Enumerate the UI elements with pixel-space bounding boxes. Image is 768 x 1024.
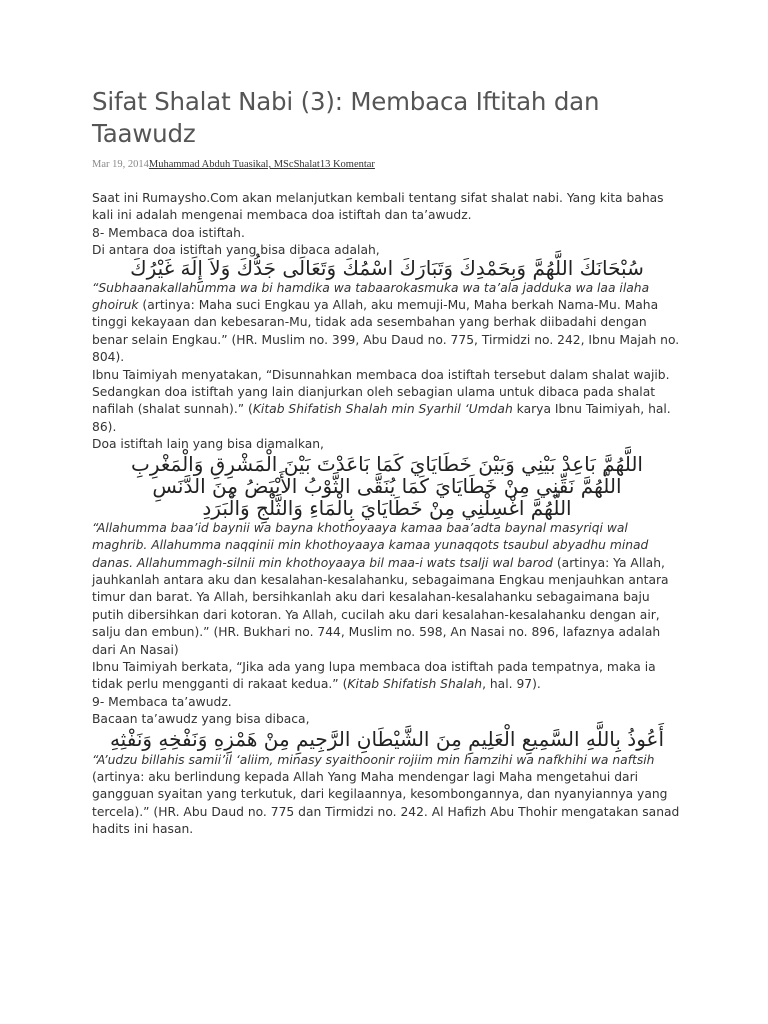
source-title: Kitab Shifatish Shalah min Syarhil ‘Umdah bbox=[252, 402, 513, 417]
arabic-dua-2-line-2: اللَّهُمَّ نَقِّنِي مِنْ خَطَايَايَ كَمَا يُنَقَّى الثَّوْبُ الأَبْيَضُ مِنَ الدَّنَسِ bbox=[152, 473, 622, 498]
paragraph: Doa istiftah lain yang bisa diamalkan, bbox=[92, 437, 324, 452]
arabic-dua-1: سُبْحَانَكَ اللَّهُمَّ وَبِحَمْدِكَ وَتَبَارَكَ اسْمُكَ وَتَعَالَى جَدُّكَ وَلاَ إِلَهَ غَيْرُكَ bbox=[130, 255, 644, 280]
category-link[interactable]: Shalat bbox=[293, 159, 320, 170]
paragraph-text: , hal. 97). bbox=[482, 677, 541, 692]
taawudz-translation bbox=[92, 752, 682, 839]
article-title: Sifat Shalat Nabi (3): Membaca Iftitah dan Taawudz bbox=[92, 87, 600, 148]
meaning: (artinya: aku berlindung kepada Allah Yang Maha mendengar lagi Maha mengetahui dari gangguan syaitan yang terkutuk, dari kegilaannya, kesombongannya, dan nyanyiannya yang tercela).” (HR. Abu Daud no. 775 dan Tirmidzi no. 242. Al Hafizh Abu Thohir mengatakan sanad hadits ini hasan. bbox=[92, 769, 680, 837]
transliteration: “Allahumma baa’id baynii wa bayna khothoyaaya kamaa baa’adta baynal masyriqi wal maghrib. Allahumma naqqinii min khothoyaaya kamaa yunaqqots tsaubul abyadhu minad danas. Allahummagh-silnii min khothoyaaya bil maa-i wats tsalji wal barod bbox=[92, 520, 649, 570]
meaning: (artinya: Maha suci Engkau ya Allah, aku memuji-Mu, Maha berkah Nama-Mu. Maha tinggi kekayaan dan kebesaran-Mu, tidak ada sesembahan yang berhak diibadahi dengan benar selain Engkau.” (HR. Muslim no. 399, Abu Daud no. 775, Tirmidzi no. 242, Ibnu Majah no. 804). bbox=[92, 298, 680, 365]
article-body bbox=[92, 190, 682, 839]
dua-1-translation bbox=[92, 280, 682, 367]
meaning: (artinya: Ya Allah, jauhkanlah antara aku dan kesalahan-kesalahanku, sebagaimana Engkau menjauhkan antara timur dan barat. Ya Allah, bersihkanlah aku dari kesalahan-kesalahanku sebagaimana baju putih dibersihkan dari kotoran. Ya Allah, cucilah aku dari kesalahan-kesalahanku dengan air, salju dan embun).” (HR. Bukhari no. 744, Muslim no. 598, An Nasai no. 896, lafaznya adalah dari An Nasai) bbox=[92, 555, 669, 657]
author-link[interactable]: Muhammad Abduh Tuasikal, MSc bbox=[148, 159, 294, 170]
arabic-taawudz: أَعُوذُ بِاللَّهِ السَّمِيعِ الْعَلِيمِ مِنَ الشَّيْطَانِ الرَّجِيمِ مِنْ هَمْزِهِ وَنَفْخِهِ وَنَفْثِهِ bbox=[109, 726, 665, 751]
paragraph-text: Ibnu Taimiyah berkata, “Jika ada yang lupa membaca doa istiftah pada tempatnya, maka ia tidak perlu mengganti di rakaat kedua.” ( bbox=[92, 659, 656, 692]
comments-link[interactable]: 13 Komentar bbox=[319, 159, 375, 170]
paragraph bbox=[92, 367, 682, 437]
paragraph: Di antara doa istiftah yang bisa dibaca adalah, bbox=[92, 243, 380, 258]
transliteration: “A’udzu billahis samii’il ‘aliim, minasy syaithoonir rojiim min hamzihi wa nafkhihi wa naftsih bbox=[92, 752, 655, 767]
paragraph: Bacaan ta’awudz yang bisa dibaca, bbox=[92, 712, 310, 727]
article-meta bbox=[92, 159, 692, 170]
arabic-dua-2-line-3: اللَّهُمَّ اغْسِلْنِي مِنْ خَطَايَايَ بِالْمَاءِ وَالثَّلْجِ وَالْبَرَدِ bbox=[202, 495, 572, 520]
source-title: Kitab Shifatish Shalah bbox=[347, 677, 483, 692]
arabic-dua-2-line-1: اللَّهُمَّ بَاعِدْ بَيْنِي وَبَيْنَ خَطَايَايَ كَمَا بَاعَدْتَ بَيْنَ الْمَشْرِقِ وَالْمَغْرِبِ bbox=[131, 451, 643, 476]
post-date: Mar 19, 2014 bbox=[92, 159, 149, 170]
paragraph-text: Ibnu Taimiyah menyatakan, “Disunnahkan membaca doa istiftah tersebut dalam shalat wajib. Sedangkan doa istiftah yang lain dianjurkan oleh sebagian ulama untuk dibaca pada shalat nafilah (shalat sunnah).” ( bbox=[92, 367, 670, 417]
section-heading-istiftah: 8- Membaca doa istiftah. bbox=[92, 225, 245, 240]
intro-paragraph: Saat ini Rumaysho.Com akan melanjutkan kembali tentang sifat shalat nabi. Yang kita bahas kali ini adalah mengenai membaca doa istiftah dan ta’awudz. bbox=[92, 191, 664, 223]
paragraph-text: karya Ibnu Taimiyah, hal. 86). bbox=[92, 402, 671, 434]
section-heading-taawudz: 9- Membaca ta’awudz. bbox=[92, 694, 232, 709]
paragraph bbox=[92, 659, 682, 694]
transliteration: “Subhaanakallahumma wa bi hamdika wa tabaarokasmuka wa ta’ala jadduka wa laa ilaha ghoiruk bbox=[92, 280, 650, 313]
dua-2-translation bbox=[92, 520, 682, 659]
